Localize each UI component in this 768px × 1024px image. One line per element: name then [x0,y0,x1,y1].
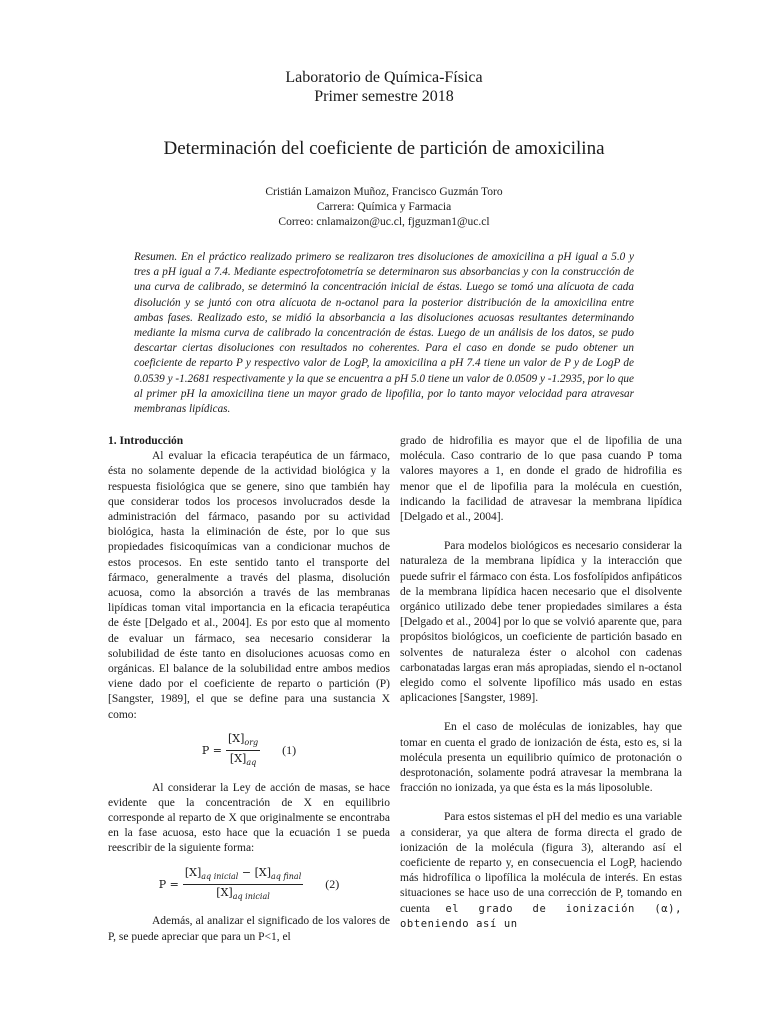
authors: Cristián Lamaizon Muñoz, Francisco Guzmán Toro [265,186,503,198]
section-heading: 1. Introducción [108,435,184,447]
right-paragraph-2: Para modelos biológicos es necesario considerar la naturaleza de la membrana lipídica y la interacción que puede sufrir el fármaco con ésta. Los fosfolípidos anfipáticos de la membrana lipídica hacen necesario que el disolvente orgánico utilizado debe tener propiedades similares a ésta [Delgado et al., 2004] por lo que se volvió aparente que, para propósitos biológicos, un coeficiente de partición basado en solventes de naturaleza éster o alcohol con cadenas carbonatadas largas eran más apropiadas, siendo el n-octanol elegido como el solvente lipofílico más usado en estas aplicaciones [Sangster, 1989]. [400,540,682,705]
eq1-num: [X] [227,731,245,745]
right-paragraph-4-text: Para estos sistemas el pH del medio es una variable a considerar, ya que altera de forma directa el grado de ionización de la molécula (figura 3), alterando así el coeficiente de reparto y, en consecuencia el LogP, haciendo más hidrofílica o lipofílica la molécula de interés. En estas situaciones se hace uso de una corrección de P, tomando en cuenta [400,811,682,915]
email: Correo: cnlamaizon@uc.cl, fjguzman1@uc.cl [278,216,490,228]
header-block [0,68,768,106]
eq2-fraction [183,865,303,905]
right-column [400,434,682,932]
eq2-num-a: [X] [184,865,202,879]
eq2-num-b-sub: aq final [271,871,302,881]
intro-paragraph-2: Al considerar la Ley de acción de masas, se hace evidente que la concentración de X en equilibrio corresponde al reparto de X que originalmente se encontraba en la fase acuosa, esto hace que la ecuación 1 se pueda reescribir de la siguiente forma: [108,781,390,855]
abstract: Resumen. En el práctico realizado primero se realizaron tres disoluciones de amoxicilina a pH igual a 5.0 y tres a pH igual a 7.4. Mediante espectrofotometría se determinaron sus absorbancias y con la construcción de una curva de calibrado, se determinó la concentración inicial de éstas. Luego se tomó una alícuota de cada disolución y se juntó con otra alícuota de n-octanol para la posterior distribución de la amoxicilina entre ambas fases. Realizado esto, se midió la absorbancia a las disoluciones acuosas resultantes determinando mediante la misma curva de calibrado la concentración de éstas. Luego de un análisis de los datos, se pudo descartar ciertas disoluciones con resultados no coherentes. Para el caso en donde se pudo obtener un coeficiente de reparto P y respectivo valor de LogP, la amoxicilina a pH 7.4 tiene un valor de P y de LogP de 0.0539 y -1.2681 respectivamente y la que se encuentra a pH 5.0 tiene un valor de 0.0509 y -1.2935, por lo que al primer pH la amoxicilina tiene un mayor grado de lipofilia, por lo tanto mayor velocidad para atravesar membranas lipídicas. [134,251,634,416]
eq1-lhs: P = [201,744,222,758]
author-block [0,185,768,230]
right-paragraph-4 [400,810,682,932]
intro-paragraph-3: Además, al analizar el significado de los valores de P, se puede apreciar que para un P<1, el [108,915,390,943]
eq2-den: [X] [216,886,233,900]
lab-name: Laboratorio de Química-Física [285,69,483,86]
eq1-fraction [226,731,260,771]
right-paragraph-4-last-line: el grado de ionización (α), obteniendo así un [400,902,682,930]
paper-title: Determinación del coeficiente de partición de amoxicilina [163,138,605,159]
eq1-num-sub: org [244,738,259,748]
eq1-den-sub: aq [246,758,257,768]
right-paragraph-3: En el caso de moléculas de ionizables, hay que tomar en cuenta el grado de ionización de ésta, esto es, si la molécula presenta un equilibrio químico de protonación o desprotonación, solamente podrá atravesar la membrana la fracción no ionizada, ya que ésta es la más liposoluble. [400,721,682,795]
semester: Primer semestre 2018 [314,88,454,105]
eq2-minus: − [238,865,255,879]
intro-paragraph-1: Al evaluar la eficacia terapéutica de un fármaco, ésta no solamente depende de la actividad biológica y la respuesta fisiológica que se genere, sino que también hay que considerar todos los procesos involucrados desde la administración del fármaco, pasando por su actividad biológica, hasta la eliminación de éste, por lo que sus propiedades fisicoquímicas van a condicionar muchos de estos procesos. En este sentido tanto el transporte del fármaco, generalmente a través del plasma, disolución acuosa, como la absorción a través de las membranas lipídicas toman vital importancia en la eficacia terapéutica de éste [Delgado et al., 2004]. Es por esto que al momento de evaluar un fármaco, sea necesario considerar la solubilidad de éste tanto en disoluciones acuosas como en orgánicas. El balance de la solubilidad entre ambos medios viene dado por el coeficiente de reparto o partición (P) [Sangster, 1989], el que se define para una sustancia X como: [108,450,390,721]
eq2-num-a-sub: aq inicial [201,871,239,881]
eq2-den-sub: aq inicial [232,892,270,902]
eq1-label: (1) [282,743,297,758]
equation-1 [108,731,390,771]
right-paragraph-1: grado de hidrofilia es mayor que el de lipofilia de una molécula. Caso contrario de lo que pasa cuando P toma valores mayores a 1, en donde el grado de hidrofilia es menor que el de lipofilia para la molécula en cuestión, indicando la facilidad de atravesar la membrana lipídica [Delgado et al., 2004]. [400,435,682,524]
left-column [108,434,390,953]
equation-2 [108,865,390,905]
career: Carrera: Química y Farmacia [316,201,452,213]
eq1-den: [X] [229,752,247,766]
eq2-lhs: P = [158,877,179,891]
eq2-label: (2) [325,876,340,891]
eq2-num-b: [X] [254,865,271,879]
